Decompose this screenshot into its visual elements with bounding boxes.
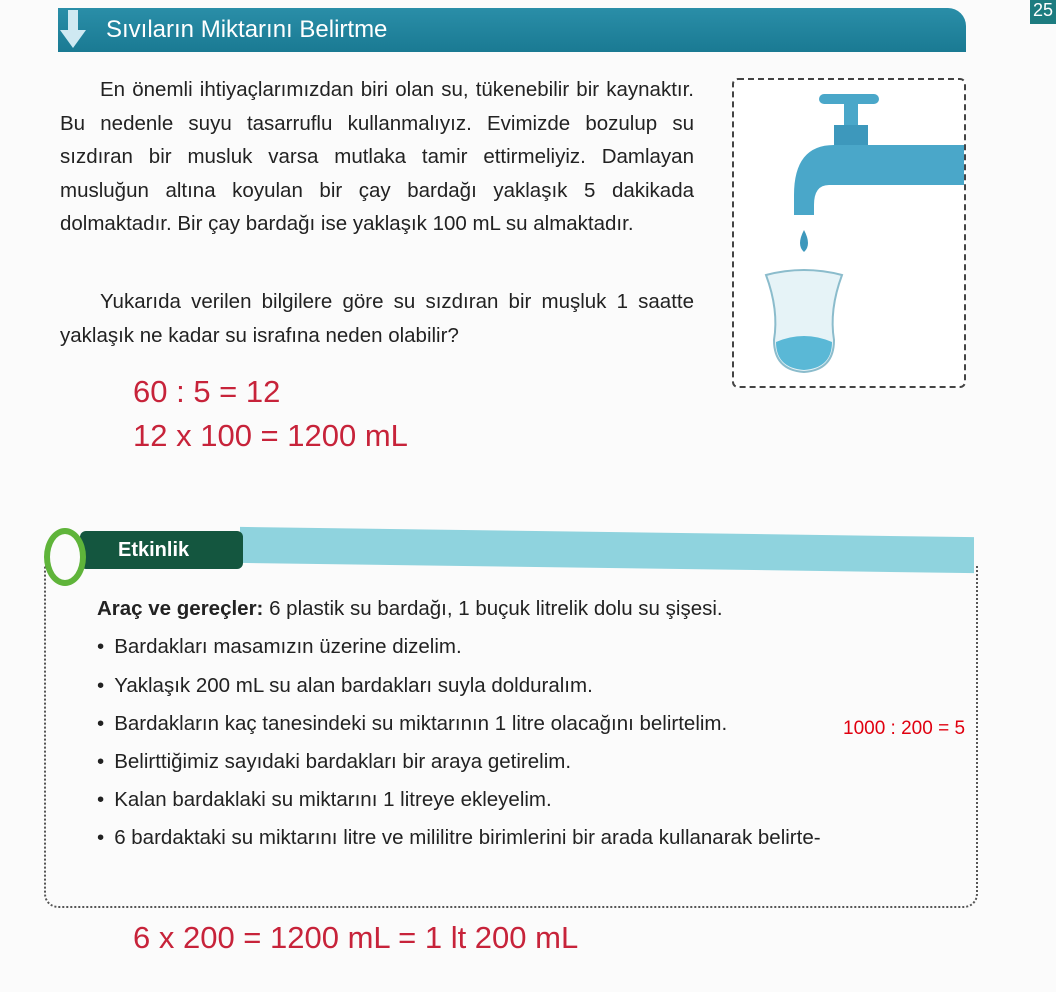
list-item: • Bardakları masamızın üzerine dizelim. <box>97 635 462 659</box>
list-item: • Bardakların kaç tanesindeki su miktarının 1 litre olacağını belirtelim. <box>97 712 727 736</box>
list-item: • 6 bardaktaki su miktarını litre ve mililitre birimlerini bir arada kullanarak belirte- <box>97 826 821 850</box>
faucet-glass-icon <box>734 80 964 386</box>
tools-line <box>97 597 723 621</box>
list-item: • Yaklaşık 200 mL su alan bardakları suyla dolduralım. <box>97 674 593 698</box>
page-number: 25 <box>1030 0 1056 24</box>
recycle-icon <box>44 528 86 586</box>
question-paragraph: Yukarıda verilen bilgilere göre su sızdıran bir muşluk 1 saatte yaklaşık ne kadar su israfına neden olabilir? <box>60 290 694 347</box>
answer-line-1: 60 : 5 = 12 <box>133 374 281 409</box>
tools-text: 6 plastik su bardağı, 1 buçuk litrelik dolu su şişesi. <box>263 597 723 620</box>
activity-tab <box>80 531 243 569</box>
answer-line-3: 1000 : 200 = 5 <box>843 718 966 739</box>
tools-label: Araç ve gereçler: <box>97 597 264 620</box>
list-item: • Kalan bardaklaki su miktarını 1 litreye ekleyelim. <box>97 788 552 812</box>
intro-paragraph: En önemli ihtiyaçlarımızdan biri olan su, tükenebilir bir kaynaktır. Bu nedenle suyu tasarruflu kullanmalıyız. Evimizde bozulup su sızdıran bir musluk varsa mutlaka tamir ettirmeliyiz. Damlayan musluğun altına koyulan bir çay bardağı yaklaşık 5 dakikada dolmaktadır. Bir çay bardağı ise yaklaşık 100 mL su almaktadır. <box>60 78 694 235</box>
list-item: • Belirttiğimiz sayıdaki bardakları bir araya getirelim. <box>97 750 571 774</box>
answer-line-2: 12 x 100 = 1200 mL <box>133 418 408 453</box>
faucet-illustration <box>732 78 966 388</box>
activity-title: Etkinlik <box>118 539 190 561</box>
down-arrow-icon <box>60 10 86 48</box>
section-title: Sıvıların Miktarını Belirtme <box>106 16 388 43</box>
answer-line-4: 6 x 200 = 1200 mL = 1 lt 200 mL <box>133 920 579 955</box>
